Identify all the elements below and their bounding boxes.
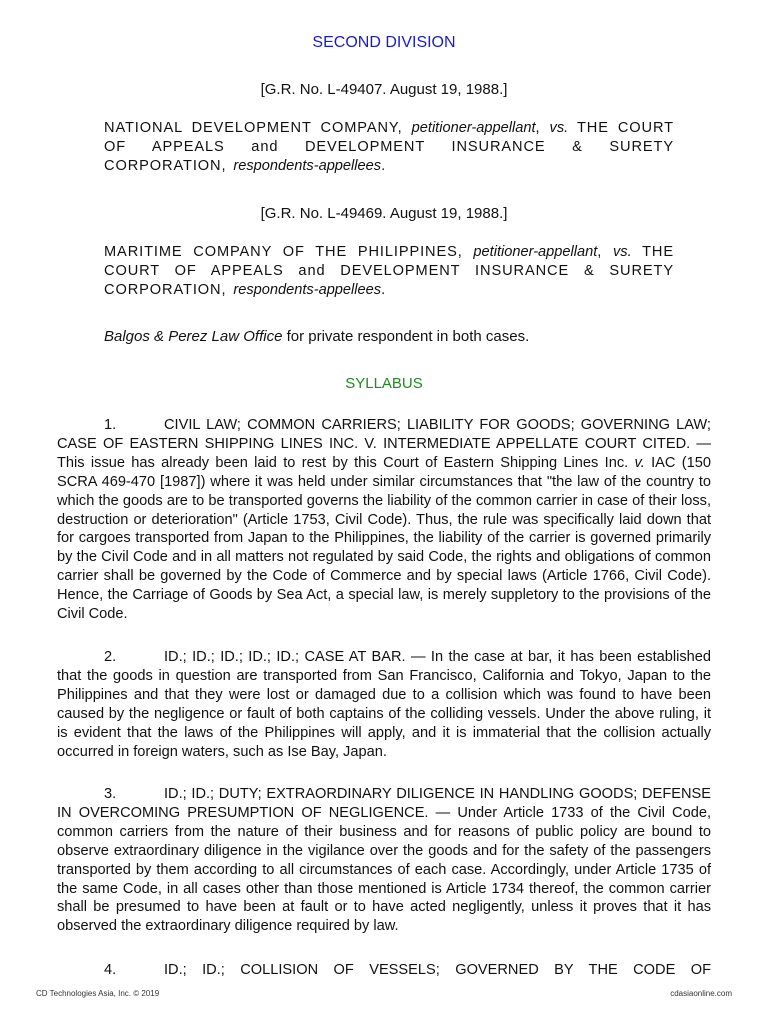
case2-respondents-role: respondents-appellees [233,282,382,298]
counsel-firm: Balgos & Perez Law Office [104,328,283,345]
case1-parties: NATIONAL DEVELOPMENT COMPANY, petitioner-appellant, vs. THE COURT OF APPEALS and DEVELOPMENT INSURANCE & SURETY CORPORATION, respondents-appellees. [104,120,674,174]
footer-site: cdasiaonline.com [670,989,732,998]
case1-petitioner-role: petitioner-appellant [411,120,536,136]
footer-copyright: CD Technologies Asia, Inc. © 2019 [36,989,160,998]
syllabus-paragraph-3 [57,785,711,936]
paragraph-number: 3. [104,786,117,802]
paragraph-italic: v. [634,454,645,471]
syllabus-paragraph-1 [57,416,711,624]
case1-gr-number: [G.R. No. L-49407. August 19, 1988.] [260,81,508,98]
case2-petitioner-role: petitioner-appellant [473,244,598,260]
case2-parties: MARITIME COMPANY OF THE PHILIPPINES, petitioner-appellant, vs. THE COURT OF APPEALS and DEVELOPMENT INSURANCE & SURETY CORPORATION, respondents-appellees. [104,244,674,298]
case1-vs: vs. [549,120,569,136]
paragraph-text: ID.; ID.; COLLISION OF VESSELS; GOVERNED BY THE CODE OF [164,962,711,978]
case2-respondents: THE COURT OF APPEALS and DEVELOPMENT INSURANCE & SURETY CORPORATION [104,244,674,298]
syllabus-heading: SYLLABUS [345,375,423,392]
paragraph-text: ID.; ID.; ID.; ID.; ID.; CASE AT BAR. — In the case at bar, it has been established that the goods in question are transported from San Francisco, California and Tokyo, Japan to the Philippines and that they were lost or damaged due to a collision which was found to have been caused by the negligence or fault of both captains of the colliding vessels. Under the above ruling, it is evident that the laws of the Philippines will apply, and it is immaterial that the collision actually occurred in foreign waters, such as Ise Bay, Japan. [57,649,711,760]
paragraph-number: 4. [104,962,117,978]
paragraph-text: CIVIL LAW; COMMON CARRIERS; LIABILITY FOR GOODS; GOVERNING LAW; CASE OF EASTERN SHIPPING LINES INC. V. INTERMEDIATE APPELLATE COURT CITED. — This issue has already been laid to rest by this Court of Eastern Shipping Lines Inc. [57,417,711,471]
division-heading: SECOND DIVISION [312,34,456,51]
syllabus-paragraph-2 [57,648,711,761]
syllabus-paragraph-4 [57,961,711,980]
case1-respondents-role: respondents-appellees [233,158,382,174]
case1-petitioner: NATIONAL DEVELOPMENT COMPANY [104,120,398,136]
case2-vs: vs. [612,244,632,260]
case2-petitioner: MARITIME COMPANY OF THE PHILIPPINES [104,244,458,260]
counsel-text: for private respondent in both cases. [282,328,530,345]
case1-respondents: THE COURT OF APPEALS and DEVELOPMENT INSURANCE & SURETY CORPORATION [104,120,674,174]
paragraph-text-cont: IAC (150 SCRA 469-470 [1987]) where it was held under similar circumstances that "the law of the country to which the goods are to be transported governs the liability of the common carrier in case of their loss, destruction or deterioration" (Article 1753, Civil Code). Thus, the rule was specifically laid down that for cargoes transported from Japan to the Philippines, the liability of the carrier is governed primarily by the Civil Code and in all matters not regulated by said Code, the rights and obligations of common carrier shall be governed by the Code of Commerce and by special laws (Article 1766, Civil Code). Hence, the Carriage of Goods by Sea Act, a special law, is merely suppletory to the provisions of the Civil Code. [57,454,711,623]
paragraph-number: 2. [104,649,117,665]
counsel-line [104,328,529,345]
case2-gr-number: [G.R. No. L-49469. August 19, 1988.] [260,205,508,222]
paragraph-number: 1. [104,417,117,433]
paragraph-text: ID.; ID.; DUTY; EXTRAORDINARY DILIGENCE IN HANDLING GOODS; DEFENSE IN OVERCOMING PRESUMPTION OF NEGLIGENCE. — Under Article 1733 of the Civil Code, common carriers from the nature of their business and for reasons of public policy are bound to observe extraordinary diligence in the vigilance over the goods and for the safety of the passengers transported by them according to all circumstances of each case. Accordingly, under Article 1735 of the same Code, in all cases other than those mentioned is Article 1734 thereof, the common carrier shall be presumed to have been at fault or to have acted negligently, unless it proves that it has observed the extraordinary diligence required by law. [57,786,711,935]
